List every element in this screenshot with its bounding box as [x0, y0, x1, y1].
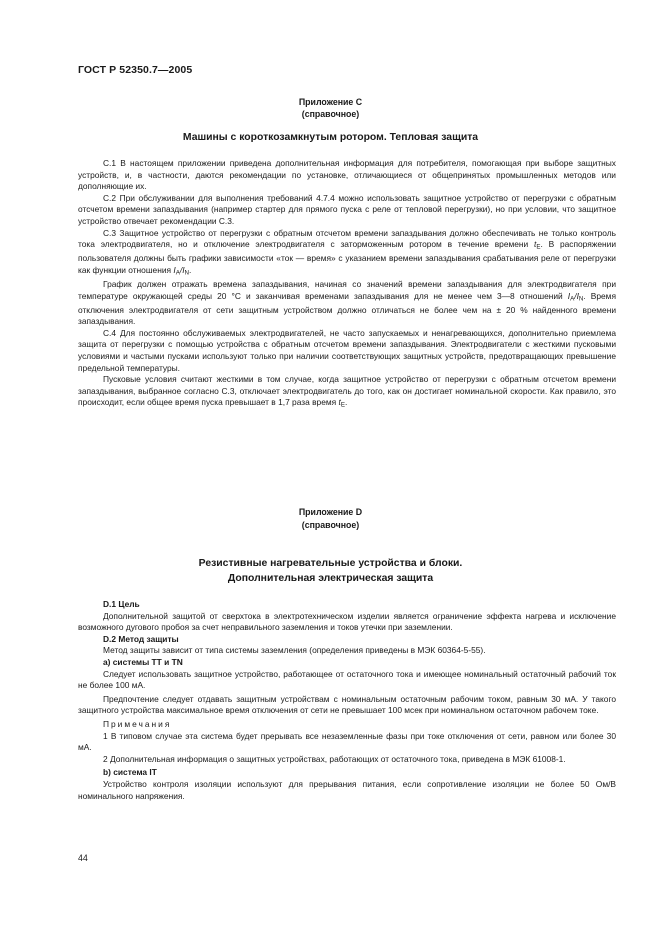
symbol-i: I [182, 264, 185, 275]
notes-heading: Примечания [103, 718, 172, 729]
symbol-i: I [173, 264, 176, 275]
note-1: 1 В типовом случае эта система будет прерывать все незаземленные фазы при токе отключения от сети, равном или более 30 мА. [78, 730, 616, 753]
sentence-end: . [344, 397, 348, 408]
sentence-end: . [188, 264, 192, 275]
appendix-d-title-line1: Резистивные нагревательные устройства и блоки. [198, 558, 463, 569]
subsection-b-heading: b) система IT [103, 767, 157, 778]
appendix-d-body [78, 599, 616, 802]
subsection-a-text-2: Предпочтение следует отдавать защитным устройствам с номинальным остаточным рабочим током, равным 30 мА. У такого защитного устройства максимальное время отключения от сети не превышает 100 мсек при номинальном остаточном рабочем токе. [78, 693, 616, 716]
paragraph-c3 [78, 228, 616, 279]
subscript-a: A [175, 269, 180, 277]
subsection-a-text-1: Следует использовать защитное устройство, работающее от остаточного тока и имеющее номинальный остаточный рабочий ток не более 100 мА. [78, 668, 616, 691]
appendix-d-type: (справочное) [301, 520, 360, 530]
standard-header: ГОСТ Р 52350.7—2005 [78, 64, 193, 76]
subsection-a-heading: а) системы ТТ и TN [103, 656, 183, 667]
subsection-b-text: Устройство контроля изоляции используют для прерывания питания, если сопротивление изоляции не более 50 Ом/В номинального напряжения. [78, 778, 616, 801]
paragraph-start-conditions [78, 374, 616, 411]
note-2: 2 Дополнительная информация о защитных устройствах, работающих от остаточного тока, приведена в МЭК 61008-1. [103, 753, 566, 764]
subscript-n: N [578, 295, 584, 303]
page-number: 44 [78, 853, 88, 863]
subscript-e: E [536, 243, 541, 251]
paragraph-graph [78, 279, 616, 328]
appendix-c-title: Машины с короткозамкнутым ротором. Тепловая защита [182, 132, 479, 143]
appendix-c-label: Приложение С [298, 97, 363, 107]
paragraph-c2: С.2 При обслуживании для выполнения требований 4.7.4 можно использовать защитное устройство от перегрузки с обратным отсчетом времени запаздывания (например стартер для прямого пуска с реле от тепловой перегрузки), но при условии, что защитное устройство отвечает рекомендации С.3. [78, 192, 616, 226]
c3-text-end: . В распоряжении пользователя должны быть графики зависимости «ток — время» с указанием времени запаздывания срабатывания реле от перегрузки как функции отношения [78, 239, 616, 275]
subscript-n: N [184, 269, 189, 277]
symbol-slash: / [574, 290, 577, 301]
subscript-a: A [570, 295, 575, 303]
section-d2-heading: D.2 Метод защиты [103, 633, 179, 644]
symbol-i: I [576, 290, 579, 301]
appendix-d-title-line2: Дополнительная электрическая защита [227, 573, 434, 584]
appendix-c-type: (справочное) [301, 109, 360, 119]
symbol-t: t [534, 239, 537, 250]
subscript-e: E [340, 401, 345, 409]
symbol-slash: / [179, 264, 183, 275]
section-d1-text: Дополнительной защитой от сверхтока в электротехническом изделии является ограничение эффекта нагрева и исключение возможного дугового пробоя за счет неправильного заземления и токов утечки при заземлении. [78, 610, 616, 633]
appendix-d-label: Приложение D [298, 507, 363, 517]
symbol-t: t [338, 397, 341, 408]
graph-text-start: График должен отражать времена запаздывания, начиная со значений времени запаздывания для электродвигателя при температуре окружающей среды 20 °С и заканчивая временами запаздывания для не менее чем 3—8 отношений [78, 278, 616, 301]
symbol-i: I [567, 290, 571, 301]
appendix-c-body [78, 158, 616, 411]
paragraph-c4: С.4 Для постоянно обслуживаемых электродвигателей, не часто запускаемых и ненагревающихся, дополнительно приемлема защита от перегрузки с помощью устройства с обратным отсчетом времени запаздывания. Электродвигатели с жесткими пусковыми условиями и частыми пусками используют только при наличии соответствующих защитных устройств, предотвращающих превышение предельной температуры. [78, 327, 616, 373]
section-d2-text: Метод защиты зависит от типа системы заземления (определения приведены в МЭК 60364-5-55). [103, 645, 486, 656]
paragraph-c1: С.1 В настоящем приложении приведена дополнительная информация для потребителя, помогающая при выборе защитных устройств, и, в частности, даются рекомендации по установке, отличающиеся от общепринятых промышленных методов или дополняющие их. [78, 158, 616, 192]
graph-text-end: . Время отключения электродвигателя от сети защитным устройством должно отличаться не более чем на ± 20 % найденного времени запаздывания. [78, 290, 616, 327]
section-d1-heading: D.1 Цель [103, 599, 140, 609]
start-text: Пусковые условия считают жесткими в том случае, когда защитное устройство от перегрузки с обратным отсчетом времени запаздывания, выбранное согласно С.3, отключает электродвигатель до того, как он достигает номинальной скорости. Как правило, это происходит, если общее время пуска превышает в 1,7 раза время [78, 374, 616, 408]
c3-text-start: С.3 Защитное устройство от перегрузки с обратным отсчетом времени запаздывания должно обеспечивать не только контроль тока электродвигателя, но и отключение электродвигателя с заторможенным ротором в течение времени [78, 227, 616, 250]
